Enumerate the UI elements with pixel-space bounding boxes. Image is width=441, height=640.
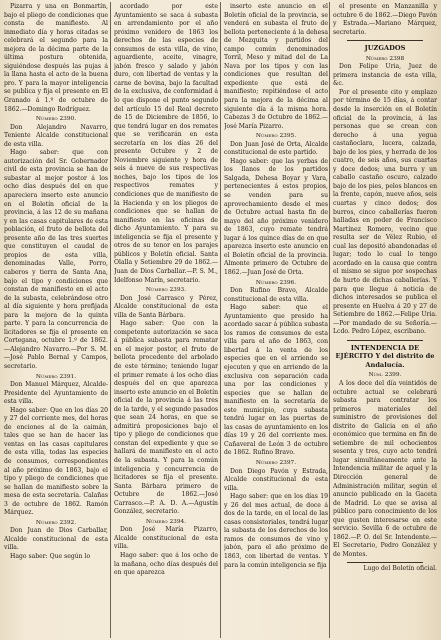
section-heading: INTENDENCIA DE EJÉRCITO Y del distrito de Andalucía.	[335, 343, 435, 369]
section-rule	[347, 562, 423, 563]
notice-number: Número 2393.	[145, 287, 187, 294]
footer-note: Lugo del Boletín oficial.	[363, 565, 437, 573]
notice-number: Número 2390.	[35, 116, 77, 123]
paragraph: Por el presente cito y emplazo por término de 15 días, á contar desde la inserción en el Boletín oficial de la provincia, á las personas que se crean con derecho á una yegua castañoclara, lucera, calzada, bajo de los pies, y herrada de los cuatro, de seis años, sus cuartas y doce dedos; una burra y un caballo castaño oscuro, calzado bajo de los pies, pelos blancos en la frente, capón, nueve años, seis cuartas y cinco dedos; dos burros, cinco caballerías fueron halladas en poder de Francisco Martínez Romero, vecino que resulta ser de Vélez Rubio, el cual las depositó abandonadas el lugar; todo lo cual lo tengo acordado en la causa que contra el mismo se sigue por sospechas de hurto de dichas caballerías. Y para que llegue á noticia de dichos interesados se publica el presente en Huelva á 20 y 27 de Setiembre de 1862.—Felipe Uria.—Por mandado de su Señoría.—Lcdo. Pedro López, escribano.	[333, 88, 437, 336]
notice-number: Núm. 2399.	[368, 372, 402, 379]
paragraph: el presente en Manzanilla y octubre 6 de 1862.—Diego Pavón y Estrada.—Mariano Márquez, secretario.	[333, 3, 437, 36]
notice-number: Número 2394.	[145, 518, 187, 525]
paragraph: Don Juan José de Orta, Alcalde constitucional de este partido.	[224, 140, 328, 157]
paragraph: Hago saber: Que con la competente autorización se saca á pública subasta para rematar en el mejor postor, el fruto de bellota procedente del arbolado de este término; teniendo lugar el primer remate á los ocho días después del en que aparezca inserto este anuncio en el Boletín oficial de la provincia á las tres de la tarde, y el segundo pasados que sean 24 horas, en que se admitirá proposiciones bajo el tipo y pliego de condiciones que constan del expediente y que se hallará de manifiesto en el acto de la subasta. Y para la común inteligencia y concurrencia de licitadores se fija el presente. Santa Bárbara primero de Octubre de 1862.—José Carrasco.—P. A. D. A.—Agustín González, secretario.	[114, 320, 218, 516]
notice-number: Número 2392.	[35, 519, 77, 526]
paragraph: Don Juan de Dios Carballar, Alcalde constitucional de esta villa.	[4, 527, 108, 552]
column-4	[333, 3, 437, 635]
paragraph: Hago saber: que en los días 19 y 26 del mes actual, de doce á dos de la tarde, en el local de las casas consistoriales, tendrá lugar la subasta de los derechos de los ramos de consumos de vino y jabón, para el año próximo de 1863, con libertad de ventas. Y para la común inteligencia se fija	[224, 493, 328, 569]
notice-number: Número 2395.	[255, 133, 297, 140]
paragraph: Pizarra y una en Bonmartín, bajo el pliego de condiciones que consta de manifiesto. Al inmediato día y horas citadas se celebrará el segundo para la mejora de la décima parte de la última postura obtenida, siguiéndose después las pujas á la llana hasta el acto de la buena pro. Y para la mayor inteligencia se publica y fija el presente en El Granado á 1.º de octubre de 1862.—Domingo Rodríguez.	[4, 3, 108, 113]
paragraph: Don Felipe Uria, Juez de primera instancia de esta villa, &c.	[333, 63, 437, 88]
paragraph: Hago saber: que á los ocho de la mañana, ocho días después del en que aparezca	[114, 552, 218, 577]
section-heading: JUZGADOS	[364, 44, 406, 53]
column-3	[224, 3, 328, 635]
paragraph: Hago saber: Que en los días 20 y 27 del corriente mes, del horas de enciones al de la caimán, tales que se han de hacer las ventas en las casas capitulares de esta villa, todas las especies de consumos, correspondientes al año próximo de 1863, bajo el tipo y pliego de condiciones que se hallan de manifiesto sobre la mesa de esta secretaría. Calañas 3 de octubre de 1862. Ramón Márquez.	[4, 406, 108, 517]
paragraph: Don José María Pizarro, Alcalde constitucional de esta villa.	[114, 526, 218, 551]
notice-number: Número 2397.	[255, 459, 297, 466]
paragraph: Hago saber: Que según lo	[10, 553, 91, 560]
section-rule	[347, 340, 423, 341]
paragraph: A los doce del día veintidós de octubre actual se celebrará subasta para contratar los primeros materiales del suministro de provisiones del distrito de Galicia en el año económico que termina en fin de setiembre de mil ochocientos sesenta y tres, cuyo acto tendrá lugar simultáneamente ante la Intendencia militar de aquel y la Dirección general de Administración militar, según el anuncio publicado en la Gaceta de Madrid. Lo que se avisa al público para conocimiento de los que gusten interesarse en este servicio. Sevilla 6 de octubre de 1862.—P. O. del Sr. Intendente.—El Secretario, Pedro González y de Montes.	[333, 379, 437, 558]
paragraph: Hago saber: que las yerbas de los llanos de los partidos Salgada, Dehesa Boyar y Vara, pertenecientes á estos propios, se venden para su aprovechamiento desde el mes de Octubre actual hasta fin de mayo del año próximo venidero de 1863, cuyo remate tendrá lugar á los quince días de en que aparezca inserto este anuncio en el Boletín oficial de la provincia. Almonte primero de Octubre de 1862.—Juan José de Orta.	[224, 157, 328, 276]
paragraph: Don Diego Pavón y Estrada, Alcalde constitucional de esta villa.	[224, 467, 328, 492]
paragraph: Don Manuel Márquez, Alcalde-Presidente del Ayuntamiento de esta villa.	[4, 381, 108, 406]
column-divider	[110, 2, 111, 638]
column-1	[4, 3, 108, 635]
notice-number: Número 2391.	[35, 373, 77, 380]
section-rule	[347, 40, 423, 41]
paragraph: Hago saber: que el Ayuntamiento que presido ha acordado sacar á pública subasta los ramos de consumos de esta villa para el año de 1863, con libertad á la venta de los especies que en el arriendo se ejecuten y que en arriendo de la exclusiva con separación cada una por las condiciones y especies que se hallan de manifiesto en la secretaría de este municipio, cuya subasta tendrá lugar en las puertas de las casas de ayuntamiento en los días 19 y 26 del corriente mes. Cañaveral de León 3 de octubre de 1862. Rufino Bravo.	[224, 304, 328, 457]
paragraph: Don José Carrasco y Pérez, Alcalde constitucional de esta villa de Santa Bárbara.	[114, 294, 218, 319]
paragraph: Don Alejandro Navarro, Teniente Alcalde constitucional de esta villa.	[4, 123, 108, 148]
paragraph: Don Rufino Bravo, Alcalde constitucional de esta villa.	[224, 287, 328, 303]
column-2	[114, 3, 218, 635]
paragraph: Hago saber: que con autorización del Sr. Gobernador civil de esta provincia se han de subastar al mejor postor á los ocho días después del en que apareciera inserto este anuncio en el Boletín oficial de la provincia, á las 12 de su mañana y en las casas capitulares de esta población, el fruto de bellota del presente año de las tres suertes que constituyen el caudal de propios de esta villa, denominadas Valle, Porro, caberos y tierra de Santa Ana, bajo el tipo y condiciones que constan de manifiesto en el acto de la subasta, celebrándose otro al día siguiente y hora prefijada para la mejora de la quinta parte. Y para la concurrencia de licitadores se fija el presente en Cortegana, octubre 1.º de 1862.—Alejandro Navarro.—Por S. M.—José Pablo Bernal y Campos, secretario.	[4, 149, 108, 370]
notice-number: Número 2398	[365, 55, 405, 62]
paragraph: inserto este anuncio en el Boletín oficial de la provincia, se venderá en subasta el fruto de bellota perteneciente á la dehesa de Mezquita y partidos del campo común denominados Torril, Meso y mitad del de La Nava por los tipos y con las condiciones que resultan del expediente que está de manifiesto; repitiéndose el acto para la mejora de la décima al siguiente día á la misma hora. Cabezas 3 de Octubre de 1862.—José María Pizarro.	[224, 3, 328, 130]
notice-number: Número 2396.	[255, 279, 297, 286]
paragraph: acordado por este Ayuntamiento se saca á subasta en arrendamiento por el año próximo venidero de 1863 los derechos de las especies de consumos de esta villa, de vino, aguardiente, aceite, vinagre, jabón fresco y salado y jabón duro, con libertad de ventas y la carne de bovina, bajo la facultad de la exclusiva, de conformidad á lo que dispone el punto segundo del artículo 15 del Real decreto de 15 de Diciembre de 1856, lo que tendrá lugar en dos remates que se verificarán en esta secretaría en los días 26 del presente Octubre y 2 de Noviembre siguiente y hora de seis á nueve de sus respectivas noches, bajo los tipos de los respectivos remates y condiciones que de manifiesto de la Hacienda y en los pliegos de condiciones que se hallan de manifiesto en las oficinas de dicho Ayuntamiento. Y para su inteligencia se fija el presente y otros de su tenor en los parajes públicos y Boletín oficial. Santa Olalla y Setiembre 29 de 1862.—Juan de Dios Carballar.—P. S. M., Idelfonso Marín, secretario.	[114, 3, 218, 284]
column-divider	[220, 2, 221, 638]
column-divider	[329, 2, 330, 638]
